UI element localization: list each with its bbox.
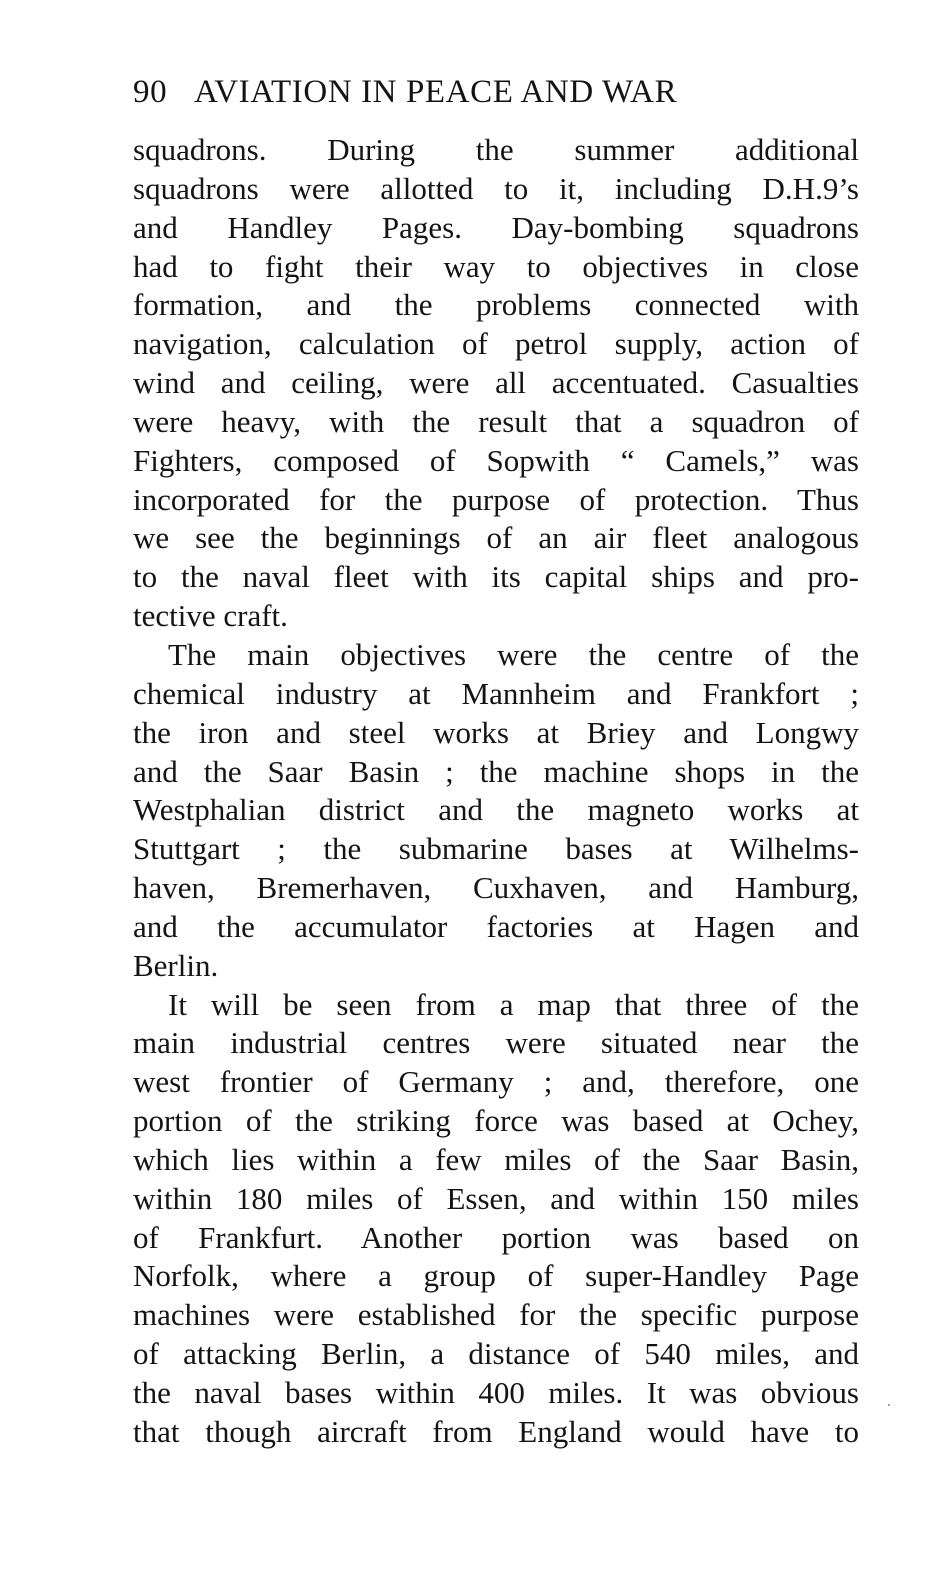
print-speck	[888, 1404, 890, 1406]
text-line: haven, Bremerhaven, Cuxhaven, and Hamburg,	[133, 870, 859, 906]
text-line: and Handley Pages. Day-bombing squadrons	[133, 209, 859, 245]
text-line: west frontier of Germany ; and, therefore, one	[133, 1064, 859, 1100]
text-line: and the Saar Basin ; the machine shops in the	[133, 753, 859, 789]
running-head	[133, 70, 859, 114]
text-line: machines were established for the specific purpose	[133, 1297, 859, 1333]
text-line: Fighters, composed of Sopwith “ Camels,” was	[133, 442, 859, 478]
text-line: within 180 miles of Essen, and within 150 miles	[133, 1180, 859, 1216]
paragraph-continuation	[133, 131, 859, 636]
body-text	[133, 131, 859, 1452]
text-line: main industrial centres were situated near the	[133, 1025, 859, 1061]
text-line: of attacking Berlin, a distance of 540 miles, and	[133, 1336, 859, 1372]
paragraph-main-objectives	[133, 636, 859, 986]
text-line: Berlin.	[133, 947, 219, 983]
text-line: the naval bases within 400 miles. It was obvious	[133, 1375, 859, 1410]
text-line: were heavy, with the result that a squadron of	[133, 403, 859, 439]
text-line: portion of the striking force was based at Ochey,	[133, 1103, 859, 1139]
text-line: Norfolk, where a group of super-Handley Page	[133, 1258, 859, 1294]
text-line: and the accumulator factories at Hagen and	[133, 908, 859, 944]
text-line: Stuttgart ; the submarine bases at Wilhelms-	[133, 831, 859, 867]
text-line: formation, and the problems connected with	[133, 287, 859, 323]
text-line: had to fight their way to objectives in close	[133, 248, 859, 284]
text-line: incorporated for the purpose of protection. Thus	[133, 481, 859, 517]
text-line: chemical industry at Mannheim and Frankfort ;	[133, 675, 859, 711]
text-line: to the naval fleet with its capital ships and pro-	[133, 559, 859, 595]
page-number: 90	[133, 74, 168, 110]
text-line: squadrons. During the summer additional	[133, 132, 859, 167]
text-line: wind and ceiling, were all accentuated. Casualties	[133, 365, 859, 401]
running-title: AVIATION IN PEACE AND WAR	[194, 74, 678, 110]
text-line: which lies within a few miles of the Saar Basin,	[133, 1141, 859, 1177]
text-line: squadrons were allotted to it, including D.H.9’s	[133, 170, 859, 206]
paragraph-industrial-centres	[133, 986, 859, 1452]
text-line: the iron and steel works at Briey and Longwy	[133, 714, 859, 750]
text-line: Westphalian district and the magneto works at	[133, 792, 859, 828]
text-line: navigation, calculation of petrol supply, action of	[133, 326, 859, 362]
text-line: It will be seen from a map that three of the	[168, 986, 859, 1022]
text-line: we see the beginnings of an air fleet analogous	[133, 520, 859, 556]
text-line: tective craft.	[133, 598, 288, 634]
text-line: of Frankfurt. Another portion was based on	[133, 1219, 859, 1255]
text-line: that though aircraft from England would have to	[133, 1413, 859, 1449]
text-line: The main objectives were the centre of the	[168, 636, 859, 672]
